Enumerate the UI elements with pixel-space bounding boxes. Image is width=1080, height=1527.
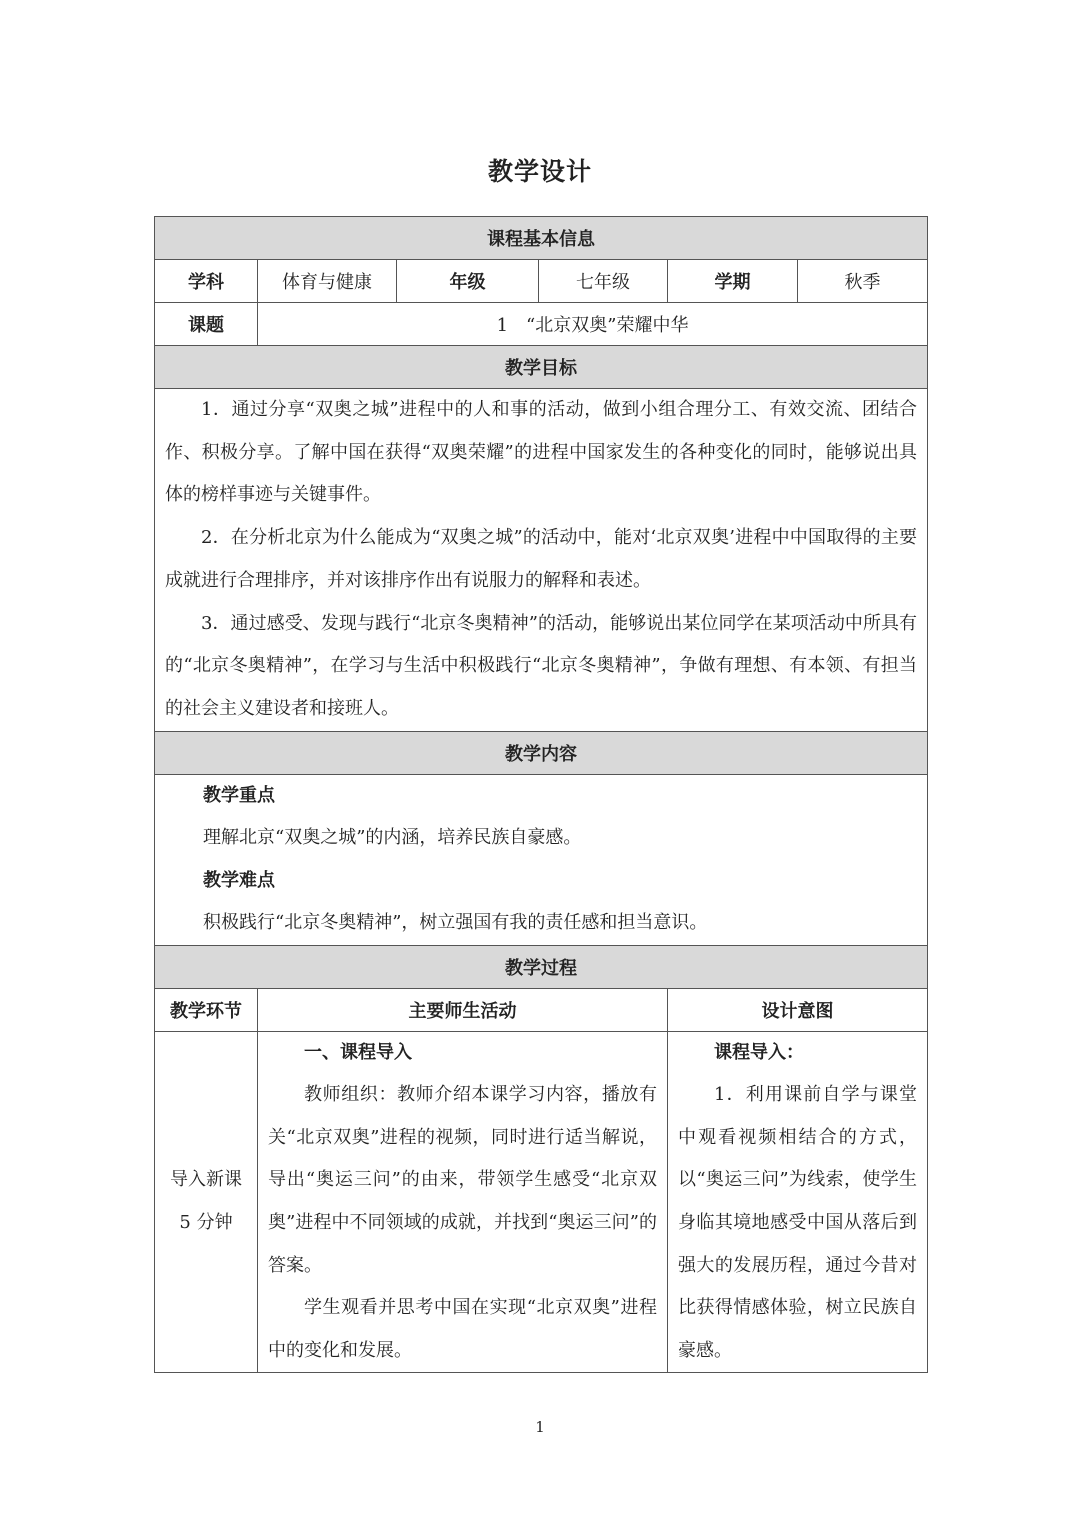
intent-heading: 课程导入： <box>714 1041 804 1063</box>
lesson-plan-table <box>154 216 928 1373</box>
subject-grade-term-row <box>155 260 928 303</box>
grade-label: 年级 <box>397 260 539 303</box>
stage-duration: 5 分钟 <box>179 1212 233 1233</box>
col-intent: 设计意图 <box>668 988 928 1031</box>
activity-paragraph: 学生观看并思考中国在实现“北京双奥”进程中的变化和发展。 <box>268 1297 657 1361</box>
basic-info-header-row <box>155 217 928 260</box>
key-point-label: 教学重点 <box>203 784 275 806</box>
objective-item: 1．通过分享“双奥之城”进程中的人和事的活动，做到小组合理分工、有效交流、团结合作、积极分享。了解中国在获得“双奥荣耀”的进程中国家发生的各种变化的同时，能够说出具体的榜样事迹与关键事件。 <box>165 399 918 506</box>
subject-value: 体育与健康 <box>258 260 397 303</box>
process-header: 教学过程 <box>155 945 928 988</box>
col-stage: 教学环节 <box>155 988 258 1031</box>
objectives-row <box>155 389 928 732</box>
process-header-row <box>155 945 928 988</box>
page-number: 1 <box>535 1418 545 1436</box>
topic-row <box>155 303 928 346</box>
difficult-point-label: 教学难点 <box>203 869 275 891</box>
intent-cell <box>668 1031 928 1373</box>
content-body <box>155 774 928 945</box>
activity-heading: 一、课程导入 <box>304 1041 412 1063</box>
basic-info-header: 课程基本信息 <box>155 217 928 260</box>
topic-value: 1 “北京双奥”荣耀中华 <box>258 303 928 346</box>
difficult-point-text: 积极践行“北京冬奥精神”，树立强国有我的责任感和担当意识。 <box>203 912 708 934</box>
grade-value: 七年级 <box>539 260 668 303</box>
activity-paragraph: 教师组织：教师介绍本课学习内容，播放有关“北京双奥”进程的视频，同时进行适当解说，导出“奥运三问”的由来，带领学生感受“北京双奥”进程中不同领域的成就，并找到“奥运三问”的答案。 <box>268 1084 657 1276</box>
stage-name: 导入新课 <box>170 1169 242 1191</box>
content-row <box>155 774 928 945</box>
objective-item: 2．在分析北京为什么能成为“双奥之城”的活动中，能对‘北京双奥’进程中中国取得的主要成就进行合理排序，并对该排序作出有说服力的解释和表述。 <box>165 527 918 591</box>
stage-cell <box>155 1031 258 1373</box>
term-label: 学期 <box>668 260 798 303</box>
document-title: 教学设计 <box>487 157 592 186</box>
content-header: 教学内容 <box>155 731 928 774</box>
term-value: 秋季 <box>798 260 928 303</box>
key-point-text: 理解北京“双奥之城”的内涵，培养民族自豪感。 <box>203 827 582 849</box>
col-activity: 主要师生活动 <box>258 988 668 1031</box>
objectives-header: 教学目标 <box>155 346 928 389</box>
process-row <box>155 1031 928 1373</box>
objectives-body <box>155 389 928 732</box>
activity-cell <box>258 1031 668 1373</box>
content-header-row <box>155 731 928 774</box>
subject-label: 学科 <box>155 260 258 303</box>
objective-item: 3．通过感受、发现与践行“北京冬奥精神”的活动，能够说出某位同学在某项活动中所具有的“北京冬奥精神”，在学习与生活中积极践行“北京冬奥精神”，争做有理想、有本领、有担当的社会主义建设者和接班人。 <box>165 612 918 719</box>
objectives-header-row <box>155 346 928 389</box>
intent-paragraph: 1．利用课前自学与课堂中观看视频相结合的方式，以“奥运三问”为线索，使学生身临其境地感受中国从落后到强大的发展历程，通过今昔对比获得情感体验，树立民族自豪感。 <box>678 1084 918 1361</box>
topic-label: 课题 <box>155 303 258 346</box>
process-columns-row <box>155 988 928 1031</box>
